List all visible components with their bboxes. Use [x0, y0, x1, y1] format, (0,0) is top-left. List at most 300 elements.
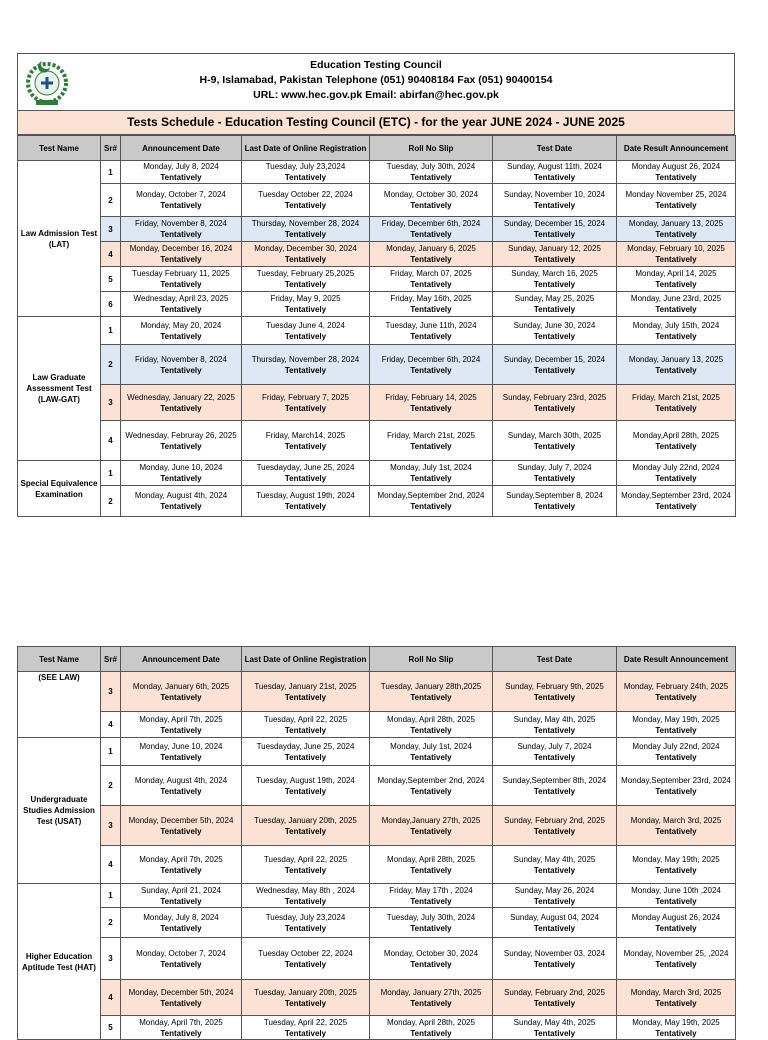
date-cell: [617, 461, 736, 486]
tentative-label: Tentatively: [284, 786, 327, 796]
date-cell: [121, 292, 242, 317]
date-value: Friday, December 6th, 2024: [381, 219, 481, 228]
date-value: Tuesdayday, June 25, 2024: [256, 463, 355, 472]
date-value: Sunday, August 11th, 2024: [507, 162, 602, 171]
date-value: Sunday, May 4th, 2025: [513, 854, 596, 864]
tentative-label: Tentatively: [160, 255, 202, 264]
date-cell: [121, 317, 242, 345]
column-header: Date Result Announcement: [617, 647, 736, 672]
date-value: Tuesday June 4, 2024: [266, 320, 345, 330]
tentative-label: Tentatively: [655, 959, 697, 969]
tentative-label: Tentatively: [410, 896, 452, 906]
date-cell: [121, 184, 242, 217]
date-cell: [617, 980, 736, 1016]
tentative-label: Tentatively: [284, 502, 327, 511]
date-value: Sunday, May 25, 2025: [514, 294, 595, 303]
date-value: Monday, October 30, 2024: [383, 948, 479, 958]
tentative-label: Tentatively: [655, 826, 697, 836]
date-cell: [493, 846, 617, 884]
date-value: Monday, December 5th, 2024: [128, 987, 234, 997]
date-value: Tuesday, August 19th, 2024: [256, 491, 355, 500]
date-value: Monday, July 1st, 2024: [390, 463, 472, 472]
tentative-label: Tentatively: [160, 365, 202, 375]
serial-number: 3: [101, 672, 121, 712]
tentative-label: Tentatively: [410, 173, 452, 182]
date-cell: [121, 846, 242, 884]
date-cell: [617, 242, 736, 267]
date-cell: [370, 712, 493, 738]
tentative-label: Tentatively: [410, 826, 452, 836]
table-row: [18, 184, 736, 217]
date-value: Tuesdayday, June 25, 2024: [256, 741, 355, 751]
tentative-label: Tentatively: [160, 201, 202, 210]
tentative-label: Tentatively: [284, 826, 327, 836]
tentative-label: Tentatively: [655, 474, 697, 483]
date-value: Tuesday February 11, 2025: [132, 269, 230, 278]
table-row: [18, 1016, 736, 1040]
date-cell: [370, 161, 493, 184]
tentative-label: Tentatively: [533, 923, 576, 933]
date-value: Tuesday, April 22, 2025: [263, 1017, 348, 1027]
table-row: [18, 672, 736, 712]
date-value: Monday, April 28th, 2025: [387, 1017, 475, 1027]
date-cell: [370, 1016, 493, 1040]
date-value: Monday, January 13, 2025: [628, 219, 724, 228]
date-cell: [242, 461, 370, 486]
serial-number: 6: [101, 292, 121, 317]
table-row: [18, 884, 736, 908]
table-row: [18, 421, 736, 461]
date-cell: [493, 385, 617, 421]
date-cell: [617, 317, 736, 345]
date-value: Sunday, November 03, 2024: [503, 948, 606, 958]
test-name: Law Graduate Assessment Test (LAW-GAT): [18, 317, 101, 461]
date-cell: [617, 766, 736, 806]
date-cell: [493, 242, 617, 267]
tentative-label: Tentatively: [410, 331, 452, 341]
serial-number: 3: [101, 217, 121, 242]
date-value: Friday, November 8, 2024: [135, 219, 227, 228]
date-cell: [121, 738, 242, 766]
tentative-label: Tentatively: [284, 365, 327, 375]
tentative-label: Tentatively: [533, 403, 576, 413]
date-cell: [121, 161, 242, 184]
serial-number: 4: [101, 421, 121, 461]
tentative-label: Tentatively: [533, 998, 576, 1008]
tentative-label: Tentatively: [284, 173, 327, 182]
date-cell: [617, 345, 736, 385]
tentative-label: Tentatively: [410, 230, 452, 239]
date-cell: [242, 938, 370, 980]
date-value: Monday, July 1st, 2024: [390, 741, 472, 751]
date-value: Tuesday, April 22, 2025: [263, 714, 348, 724]
date-value: Monday, December 5th, 2024: [128, 815, 234, 825]
date-cell: [493, 980, 617, 1016]
tentative-label: Tentatively: [410, 786, 452, 796]
table-row: [18, 385, 736, 421]
date-value: Sunday, December 15, 2024: [503, 219, 606, 228]
date-value: Monday, June 10, 2024: [139, 741, 223, 751]
tentative-label: Tentatively: [533, 474, 576, 483]
date-cell: [370, 738, 493, 766]
column-header: Test Name: [18, 647, 101, 672]
date-cell: [121, 345, 242, 385]
tentative-label: Tentatively: [410, 752, 452, 762]
tentative-label: Tentatively: [655, 865, 697, 875]
tentative-label: Tentatively: [284, 280, 327, 289]
tentative-label: Tentatively: [160, 280, 202, 289]
tentative-label: Tentatively: [655, 725, 697, 735]
table-row: [18, 738, 736, 766]
schedule-table-2: [17, 646, 736, 1040]
column-header: Announcement Date: [121, 136, 242, 161]
date-value: Tuesday October 22, 2024: [258, 190, 353, 199]
date-value: Thursday, November 28, 2024: [251, 354, 360, 364]
date-value: Monday, February 10, 2025: [627, 244, 725, 253]
date-value: Monday, June 10, 2024: [139, 463, 223, 472]
date-cell: [242, 980, 370, 1016]
date-cell: [121, 217, 242, 242]
date-cell: [493, 806, 617, 846]
tentative-label: Tentatively: [410, 441, 452, 451]
date-value: Thursday, November 28, 2024: [251, 219, 360, 228]
tentative-label: Tentatively: [410, 923, 452, 933]
date-cell: [493, 672, 617, 712]
date-cell: [370, 486, 493, 517]
tentative-label: Tentatively: [533, 173, 576, 182]
tentative-label: Tentatively: [160, 786, 202, 796]
date-cell: [617, 884, 736, 908]
tentative-label: Tentatively: [533, 786, 576, 796]
date-cell: [242, 846, 370, 884]
date-cell: [370, 766, 493, 806]
serial-number: 5: [101, 1016, 121, 1040]
date-value: Monday November 25, 2024: [625, 190, 727, 199]
schedule-title: Tests Schedule - Education Testing Council (ETC) - for the year JUNE 2024 - JUNE 2025: [17, 110, 735, 135]
date-value: Monday, January 6th, 2025: [132, 681, 230, 691]
tentative-label: Tentatively: [533, 502, 576, 511]
table-row: [18, 461, 736, 486]
tentative-label: Tentatively: [284, 725, 327, 735]
date-cell: [121, 242, 242, 267]
tentative-label: Tentatively: [410, 474, 452, 483]
serial-number: 2: [101, 908, 121, 938]
date-cell: [617, 1016, 736, 1040]
table-row: [18, 806, 736, 846]
column-header: Announcement Date: [121, 647, 242, 672]
tentative-label: Tentatively: [533, 331, 576, 341]
serial-number: 1: [101, 738, 121, 766]
tentative-label: Tentatively: [410, 305, 452, 314]
date-value: Monday,September 2nd, 2024: [377, 491, 485, 500]
tentative-label: Tentatively: [410, 692, 452, 702]
tentative-label: Tentatively: [160, 502, 202, 511]
column-header: Sr#: [101, 136, 121, 161]
tentative-label: Tentatively: [655, 502, 697, 511]
date-cell: [242, 385, 370, 421]
date-cell: [493, 766, 617, 806]
tentative-label: Tentatively: [410, 280, 452, 289]
date-value: Monday,September 23rd, 2024: [621, 775, 731, 785]
tentative-label: Tentatively: [655, 441, 697, 451]
date-cell: [242, 806, 370, 846]
date-value: Monday, April 7th, 2025: [139, 1017, 223, 1027]
tentative-label: Tentatively: [533, 441, 576, 451]
date-value: Monday, January 6, 2025: [386, 244, 476, 253]
date-cell: [493, 345, 617, 385]
date-cell: [242, 884, 370, 908]
tentative-label: Tentatively: [160, 474, 202, 483]
column-header: Test Date: [493, 136, 617, 161]
date-value: Tuesday, January 21st, 2025: [254, 681, 357, 691]
tentative-label: Tentatively: [284, 923, 327, 933]
date-value: Friday, March14, 2025: [265, 430, 346, 440]
date-cell: [242, 421, 370, 461]
date-value: Friday, May 16th, 2025: [390, 294, 472, 303]
table-row: [18, 908, 736, 938]
tentative-label: Tentatively: [160, 305, 202, 314]
date-value: Friday, November 8, 2024: [135, 354, 227, 364]
tentative-label: Tentatively: [410, 502, 452, 511]
tentative-label: Tentatively: [284, 474, 327, 483]
tentative-label: Tentatively: [533, 255, 576, 264]
schedule-table-1: [17, 135, 736, 517]
date-value: Monday, April 28th, 2025: [387, 714, 475, 724]
date-cell: [370, 461, 493, 486]
table-row: [18, 345, 736, 385]
date-value: Monday, December 16, 2024: [129, 244, 233, 253]
date-cell: [121, 884, 242, 908]
date-cell: [121, 486, 242, 517]
table-row: [18, 980, 736, 1016]
date-value: Monday, October 7, 2024: [136, 948, 226, 958]
date-value: Monday July 22nd, 2024: [632, 463, 720, 472]
tentative-label: Tentatively: [160, 923, 202, 933]
date-cell: [493, 738, 617, 766]
tentative-label: Tentatively: [160, 725, 202, 735]
table-row: [18, 846, 736, 884]
table-row: [18, 161, 736, 184]
date-value: Tuesday, February 25,2025: [256, 269, 355, 278]
date-cell: [242, 292, 370, 317]
tentative-label: Tentatively: [160, 826, 202, 836]
date-value: Wednesday, May 8th , 2024: [256, 885, 355, 895]
date-cell: [617, 846, 736, 884]
date-cell: [617, 712, 736, 738]
council-header: [17, 53, 735, 110]
date-value: Friday, May 9, 2025: [270, 294, 341, 303]
table-row: [18, 217, 736, 242]
tentative-label: Tentatively: [160, 959, 202, 969]
date-value: Wednesday, Februray 26, 2025: [125, 430, 237, 440]
date-value: Sunday, March 30th, 2025: [507, 430, 602, 440]
date-cell: [617, 267, 736, 292]
tentative-label: Tentatively: [410, 365, 452, 375]
date-value: Monday, March 3rd, 2025: [630, 815, 722, 825]
date-value: Friday, February 14, 2025: [385, 392, 477, 402]
tentative-label: Tentatively: [160, 403, 202, 413]
tentative-label: Tentatively: [655, 365, 697, 375]
tentative-label: Tentatively: [655, 1028, 697, 1038]
tentative-label: Tentatively: [655, 305, 697, 314]
date-cell: [121, 421, 242, 461]
date-cell: [493, 267, 617, 292]
tentative-label: Tentatively: [284, 692, 327, 702]
serial-number: 3: [101, 806, 121, 846]
date-value: Monday August 26, 2024: [631, 162, 721, 171]
tentative-label: Tentatively: [284, 896, 327, 906]
date-cell: [617, 908, 736, 938]
tentative-label: Tentatively: [284, 959, 327, 969]
org-address: H-9, Islamabad, Pakistan Telephone (051) 90408184 Fax (051) 90400154: [199, 74, 553, 86]
date-cell: [121, 938, 242, 980]
schedule-sheet-1: [17, 53, 735, 517]
date-value: Monday, July 8, 2024: [143, 162, 219, 171]
date-value: Friday, December 6th, 2024: [381, 354, 481, 364]
date-cell: [370, 421, 493, 461]
tentative-label: Tentatively: [284, 865, 327, 875]
tentative-label: Tentatively: [533, 865, 576, 875]
table-row: [18, 317, 736, 345]
date-value: Sunday, March 16, 2025: [511, 269, 598, 278]
date-value: Tuesday, July 23,2024: [265, 912, 346, 922]
date-value: Monday, July 8, 2024: [143, 912, 219, 922]
date-cell: [121, 385, 242, 421]
table-row: [18, 486, 736, 517]
column-header: Test Name: [18, 136, 101, 161]
date-value: Sunday, January 12, 2025: [508, 244, 601, 253]
tentative-label: Tentatively: [655, 923, 697, 933]
date-cell: [121, 1016, 242, 1040]
date-value: Wednesday, April 23, 2025: [133, 294, 229, 303]
date-cell: [617, 672, 736, 712]
org-name: Education Testing Council: [310, 59, 442, 71]
table-row: [18, 766, 736, 806]
date-cell: [121, 980, 242, 1016]
serial-number: 2: [101, 486, 121, 517]
tentative-label: Tentatively: [410, 201, 452, 210]
date-cell: [493, 1016, 617, 1040]
date-cell: [617, 385, 736, 421]
tentative-label: Tentatively: [160, 230, 202, 239]
date-cell: [370, 938, 493, 980]
date-cell: [493, 184, 617, 217]
table-row: [18, 267, 736, 292]
serial-number: 1: [101, 461, 121, 486]
date-value: Monday, April 28th, 2025: [387, 854, 475, 864]
tentative-label: Tentatively: [410, 865, 452, 875]
date-cell: [242, 672, 370, 712]
date-value: Monday, December 30, 2024: [254, 244, 357, 253]
org-contact: URL: www.hec.gov.pk Email: abirfan@hec.gov.pk: [253, 89, 499, 101]
tentative-label: Tentatively: [160, 173, 202, 182]
date-value: Tuesday, January 20th, 2025: [254, 815, 357, 825]
tentative-label: Tentatively: [284, 255, 327, 264]
serial-number: 3: [101, 385, 121, 421]
tentative-label: Tentatively: [160, 998, 202, 1008]
tentative-label: Tentatively: [655, 752, 697, 762]
date-cell: [370, 846, 493, 884]
date-value: Sunday, February 9th, 2025: [505, 681, 604, 691]
serial-number: 4: [101, 242, 121, 267]
date-value: Monday, February 24th, 2025: [623, 681, 729, 691]
date-value: Friday, March 21st, 2025: [632, 392, 720, 402]
tentative-label: Tentatively: [410, 725, 452, 735]
date-cell: [617, 421, 736, 461]
date-cell: [121, 461, 242, 486]
date-value: Sunday,September 8th, 2024: [502, 775, 607, 785]
date-cell: [617, 806, 736, 846]
date-value: Monday,September 2nd, 2024: [377, 775, 485, 785]
date-cell: [242, 1016, 370, 1040]
tentative-label: Tentatively: [284, 201, 327, 210]
date-cell: [493, 712, 617, 738]
test-name: Higher Education Aptitude Test (HAT): [18, 884, 101, 1040]
tentative-label: Tentatively: [533, 752, 576, 762]
date-value: Monday July 22nd, 2024: [632, 741, 720, 751]
date-cell: [617, 292, 736, 317]
date-cell: [121, 712, 242, 738]
serial-number: 1: [101, 161, 121, 184]
date-cell: [121, 766, 242, 806]
date-value: Monday, August 4th, 2024: [134, 775, 228, 785]
tentative-label: Tentatively: [284, 403, 327, 413]
date-value: Friday, March 07, 2025: [390, 269, 472, 278]
tentative-label: Tentatively: [410, 403, 452, 413]
date-value: Tuesday October 22, 2024: [258, 948, 353, 958]
tentative-label: Tentatively: [655, 173, 697, 182]
date-value: Monday August 26, 2024: [631, 912, 721, 922]
tentative-label: Tentatively: [284, 305, 327, 314]
date-value: Sunday, April 21, 2024: [141, 885, 221, 895]
date-cell: [617, 486, 736, 517]
date-cell: [493, 217, 617, 242]
date-value: Monday, May 20, 2024: [140, 320, 222, 330]
date-value: Tuesday, April 22, 2025: [263, 854, 348, 864]
tentative-label: Tentatively: [533, 959, 576, 969]
date-value: Monday, March 3rd, 2025: [630, 987, 722, 997]
date-cell: [370, 242, 493, 267]
date-value: Friday, May 17th , 2024: [389, 885, 473, 895]
tentative-label: Tentatively: [655, 230, 697, 239]
date-value: Sunday, August 04, 2024: [510, 912, 599, 922]
test-name: Special Equivalence Examination: [18, 461, 101, 517]
tentative-label: Tentatively: [284, 230, 327, 239]
date-value: Sunday, February 2nd, 2025: [504, 815, 605, 825]
date-value: Monday, June 23rd, 2025: [630, 294, 722, 303]
date-cell: [242, 486, 370, 517]
date-cell: [370, 672, 493, 712]
tentative-label: Tentatively: [160, 331, 202, 341]
date-value: Sunday, July 7, 2024: [517, 741, 592, 751]
column-header: Sr#: [101, 647, 121, 672]
table-row: [18, 242, 736, 267]
date-cell: [493, 938, 617, 980]
date-value: Tuesday, July 30th, 2024: [386, 162, 476, 171]
schedule-sheet-2: [17, 646, 735, 1040]
date-value: Monday, June 10th ,2024: [631, 885, 721, 895]
table-row: [18, 938, 736, 980]
date-value: Monday, April 7th, 2025: [139, 854, 223, 864]
date-value: Monday, April 14, 2025: [635, 269, 717, 278]
tentative-label: Tentatively: [160, 441, 202, 451]
date-cell: [242, 184, 370, 217]
date-cell: [242, 738, 370, 766]
date-value: Monday,January 27th, 2025: [381, 815, 481, 825]
tentative-label: Tentatively: [655, 786, 697, 796]
serial-number: 4: [101, 980, 121, 1016]
tentative-label: Tentatively: [284, 998, 327, 1008]
